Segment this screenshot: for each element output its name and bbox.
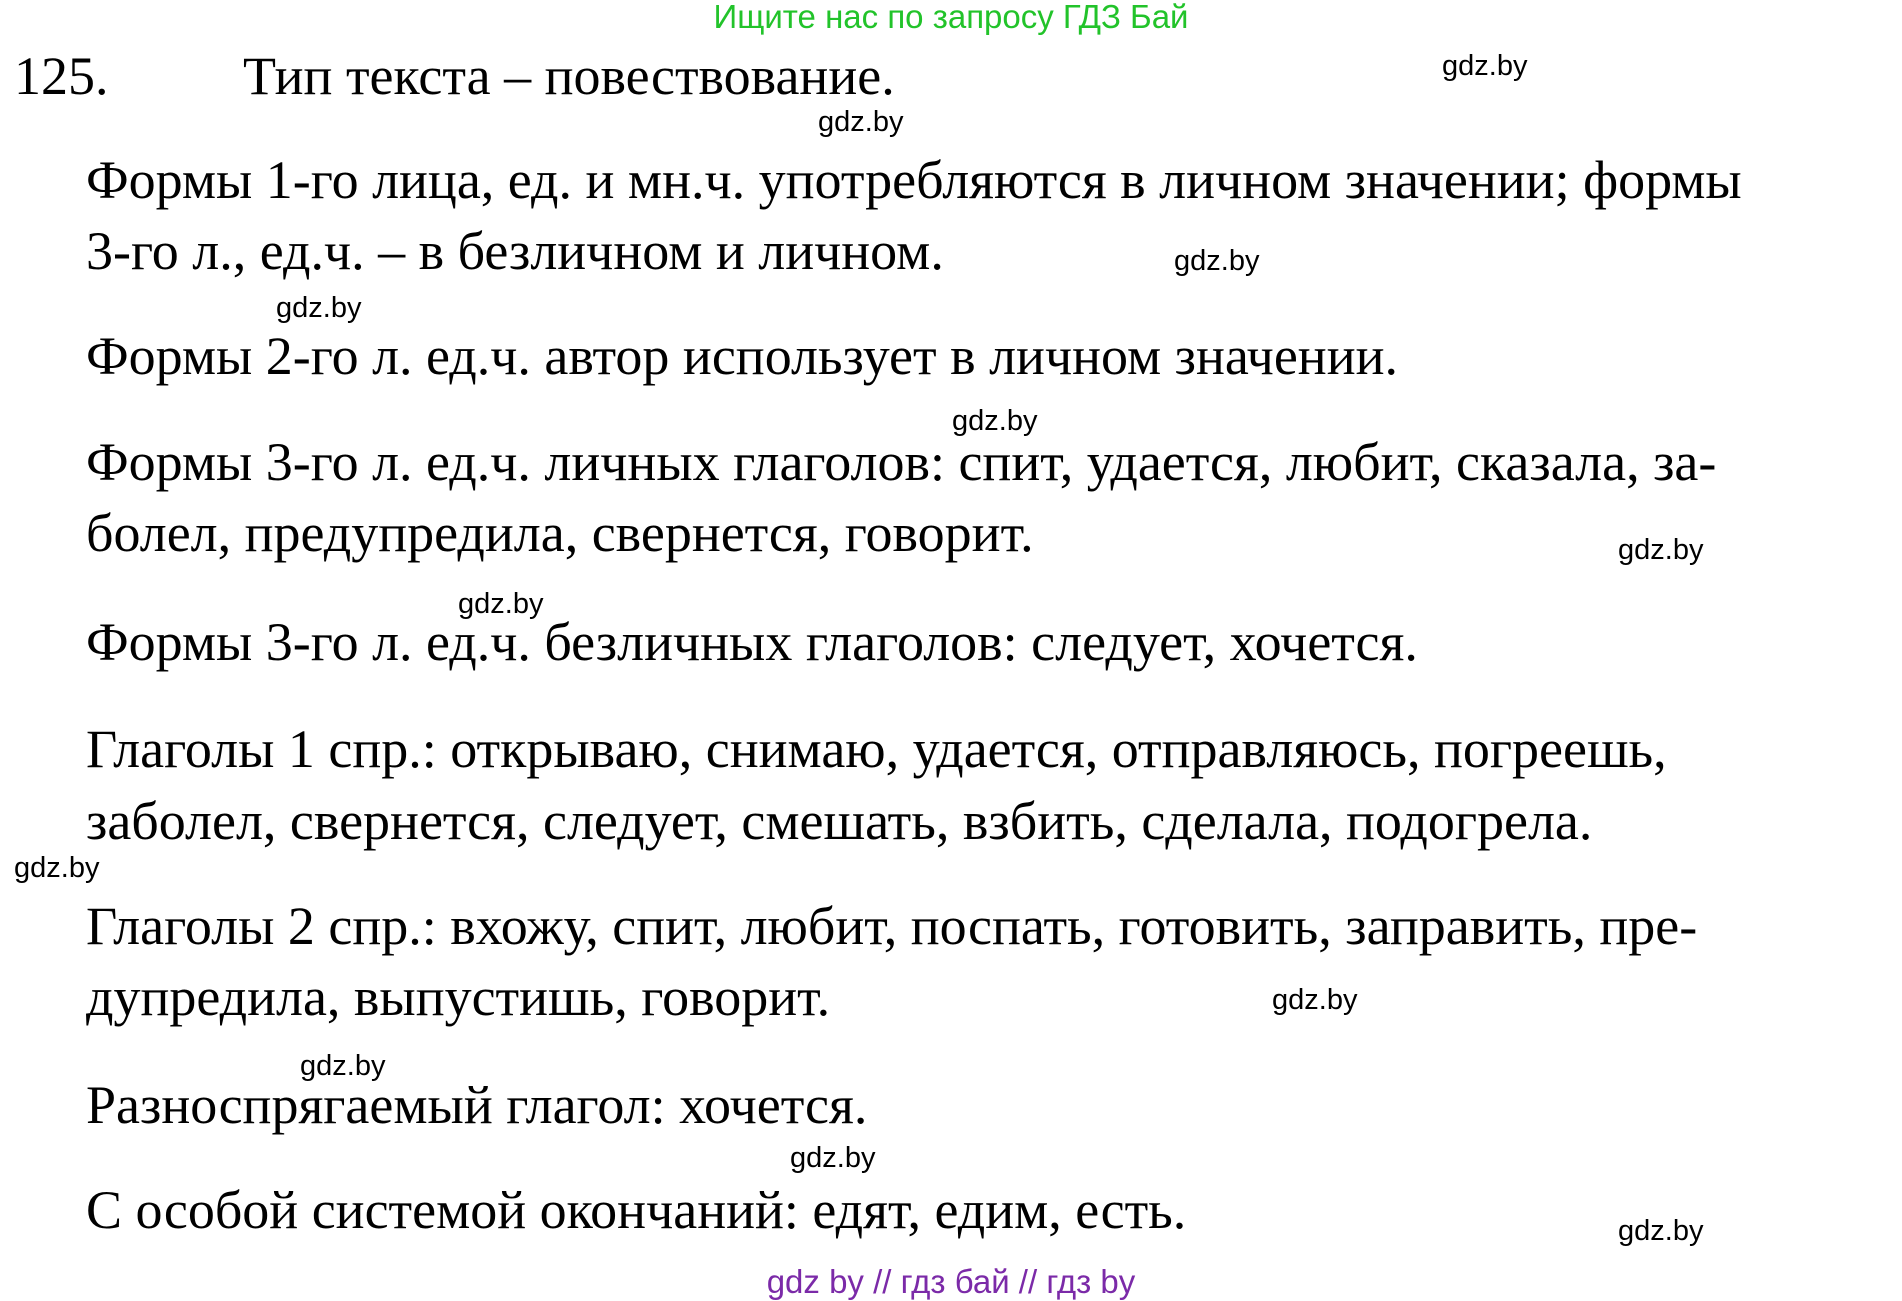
watermark: gdz.by — [300, 1050, 386, 1082]
text-line-9: Глаголы 2 спр.: вхожу, спит, любит, поспать, готовить, заправить, пре- — [86, 896, 1698, 956]
text-line-7: Глаголы 1 спр.: открываю, снимаю, удается, отправляюсь, погреешь, — [86, 719, 1667, 779]
text-line-12: С особой системой окончаний: едят, едим, есть. — [86, 1180, 1187, 1240]
text-line-6: Формы 3-го л. ед.ч. безличных глаголов: следует, хочется. — [86, 612, 1418, 672]
text-line-1: Формы 1-го лица, ед. и мн.ч. употребляются в личном значении; формы — [86, 150, 1742, 210]
watermark: gdz.by — [1272, 984, 1358, 1016]
exercise-title: Тип текста – повествование. — [243, 46, 895, 106]
text-line-4: Формы 3-го л. ед.ч. личных глаголов: спит, удается, любит, сказала, за- — [86, 432, 1717, 492]
text-line-8: заболел, свернется, следует, смешать, взбить, сделала, подогрела. — [86, 791, 1593, 851]
footer-links[interactable]: gdz by // гдз бай // гдз by — [766, 1263, 1136, 1300]
watermark: gdz.by — [1174, 245, 1260, 277]
watermark: gdz.by — [1618, 1215, 1704, 1247]
exercise-number: 125. — [14, 46, 109, 106]
text-line-10: дупредила, выпустишь, говорит. — [86, 967, 831, 1027]
watermark: gdz.by — [790, 1142, 876, 1174]
watermark: gdz.by — [14, 852, 100, 884]
text-line-11: Разноспрягаемый глагол: хочется. — [86, 1075, 868, 1135]
text-line-5: болел, предупредила, свернется, говорит. — [86, 503, 1034, 563]
text-line-2: 3-го л., ед.ч. – в безличном и личном. — [86, 221, 944, 281]
watermark: gdz.by — [1442, 50, 1528, 82]
watermark: gdz.by — [818, 106, 904, 138]
watermark: gdz.by — [458, 588, 544, 620]
watermark: gdz.by — [952, 405, 1038, 437]
top-banner-link[interactable]: Ищите нас по запросу ГДЗ Бай — [713, 0, 1189, 35]
watermark: gdz.by — [276, 292, 362, 324]
text-line-3: Формы 2-го л. ед.ч. автор использует в личном значении. — [86, 326, 1399, 386]
watermark: gdz.by — [1618, 534, 1704, 566]
